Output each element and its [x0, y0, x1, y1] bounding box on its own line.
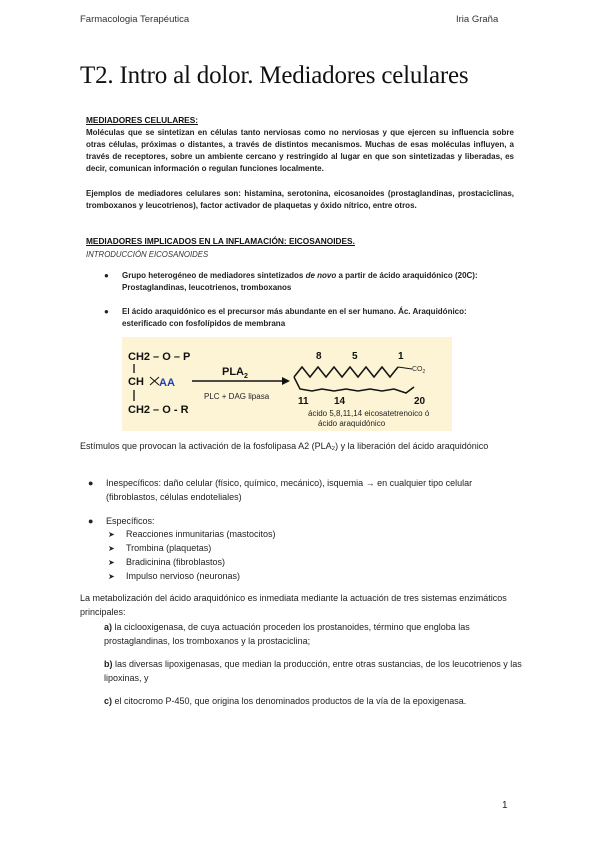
especifico-item: Reacciones inmunitarias (mastocitos): [126, 529, 276, 539]
mediadores-definition: Moléculas que se sintetizan en células tanto nerviosas como no nerviosas y que ejercen su influencia sobre otras células, próximas o distantes, a través de distintos mecanismos. Muchas de esas moléculas influyen, a través de receptores, sobre un ambiente cercano y restringido al lugar en que son sintetizadas y liberadas, es decir, comunican información o regulan funciones localmente.: [86, 128, 514, 173]
enzyme-item-b: [104, 657, 524, 685]
enzyme-text: las diversas lipoxigenasas, que median la producción, entre otras sustancias, de los leucotrienos y las lipoxinas, y: [104, 659, 522, 683]
bullet-icon: ●: [88, 516, 94, 526]
carbon-20-label: 20: [414, 396, 426, 407]
bullet-icon: ●: [104, 271, 109, 280]
especifico-item: Trombina (plaquetas): [126, 543, 212, 553]
figure-caption-2: ácido araquidónico: [318, 419, 386, 428]
text-part: Grupo heterogéneo de mediadores sintetizados: [122, 271, 306, 280]
aa-label: AA: [159, 377, 175, 389]
enzyme-letter: a): [104, 622, 113, 632]
section-heading-mediadores: MEDIADORES CELULARES:: [86, 115, 199, 125]
enzyme-label: [222, 366, 248, 380]
carbon-14-label: 14: [334, 396, 346, 407]
bullet-icon: ●: [88, 478, 94, 488]
carboxyl-bond: [398, 367, 412, 369]
enzyme-letter: b): [104, 659, 113, 669]
list-item: [104, 270, 514, 296]
metabolism-intro: La metabolización del ácido araquidónico es inmediata mediante la actuación de tres sistemas enzimáticos principales:: [80, 593, 507, 617]
list-item: [88, 476, 518, 506]
list-item: [88, 514, 518, 528]
bullet-icon: ●: [104, 307, 109, 316]
section-heading-eicosanoides: MEDIADORES IMPLICADOS EN LA INFLAMACIÓN: EICOSANOIDES.: [86, 236, 355, 246]
mediadores-examples: Ejemplos de mediadores celulares son: histamina, serotonina, eicosanoides (prostaglandinas, prostaciclinas, tromboxanos y leucotrienos), factor activador de plaquetas y óxido nítrico, entre otros.: [86, 189, 514, 210]
especificos-label: Específicos:: [106, 516, 155, 526]
header-right: Iria Graña: [456, 14, 499, 25]
header-left: Farmacologia Terapéutica: [80, 14, 190, 25]
page-title: T2. Intro al dolor. Mediadores celulares: [80, 62, 469, 89]
emphasis-de-novo: de novo: [305, 271, 337, 280]
enzyme-subscript: 2: [244, 373, 248, 380]
arrow-bullet-icon: ➤: [108, 558, 115, 567]
phospholipid-line-3: CH2 – O - R: [128, 404, 189, 416]
arrow-bullet-icon: ➤: [108, 544, 115, 553]
enzyme-text: la ciclooxigenasa, de cuya actuación proceden los prostanoides, término que engloba las prostaglandinas, los tromboxanos y la prostaciclina;: [104, 622, 470, 646]
inespecificos-text: Inespecíficos: daño celular (físico, químico, mecánico), isquemia → en cualquier tipo celular (fibroblastos, células endoteliales): [106, 478, 473, 502]
arrow-bullet-icon: ➤: [108, 572, 115, 581]
fatty-acid-chain-bottom: [294, 377, 414, 393]
arrow-sublabel: PLC + DAG lipasa: [204, 392, 270, 401]
especifico-item: Impulso nervioso (neuronas): [126, 571, 241, 581]
list-item: [104, 306, 514, 332]
stimuli-intro: Estímulos que provocan la activación de la fosfolipasa A2 (PLA₂) y la liberación del ácido araquidónico: [80, 441, 489, 451]
figure-caption-1: ácido 5,8,11,14 eicosatetrenoico ó: [308, 409, 430, 418]
eicosanoid-group-text: [122, 270, 512, 294]
carboxyl-text: CO: [412, 366, 423, 373]
enzyme-item-a: [104, 620, 524, 648]
reaction-diagram: [122, 337, 452, 431]
fatty-acid-chain-top: [294, 367, 398, 377]
arachidonic-acid-figure: [122, 337, 452, 431]
carboxyl-subscript: 2: [422, 369, 426, 375]
text-part: a partir de ácido araquidónico (20C): Prostaglandinas, leucotrienos, tromboxanos: [122, 271, 478, 292]
subheading-intro: INTRODUCCIÓN EICOSANOIDES: [86, 250, 209, 259]
enzyme-text: el citocromo P-450, que origina los denominados productos de la vía de la epoxigenasa.: [112, 696, 467, 706]
carboxyl-label: [412, 366, 426, 375]
precursor-text: El ácido araquidónico es el precursor más abundante en el ser humano. Ác. Araquidónico: esterificado con fosfolípidos de membrana: [122, 307, 467, 328]
enzyme-item-c: [104, 694, 524, 708]
phospholipid-line-2: CH: [128, 376, 144, 388]
carbon-1-label: 1: [398, 351, 404, 362]
carbon-5-label: 5: [352, 351, 358, 362]
enzyme-letter: c): [104, 696, 113, 706]
phospholipid-line-1: CH2 – O – P: [128, 351, 191, 363]
arrow-bullet-icon: ➤: [108, 530, 115, 539]
especifico-item: Bradicinina (fibroblastos): [126, 557, 226, 567]
arrow-head-icon: [282, 377, 290, 385]
carbon-8-label: 8: [316, 351, 322, 362]
carbon-11-label: 11: [298, 396, 309, 407]
enzyme-name: PLA: [222, 366, 244, 378]
page-number: 1: [502, 800, 508, 811]
